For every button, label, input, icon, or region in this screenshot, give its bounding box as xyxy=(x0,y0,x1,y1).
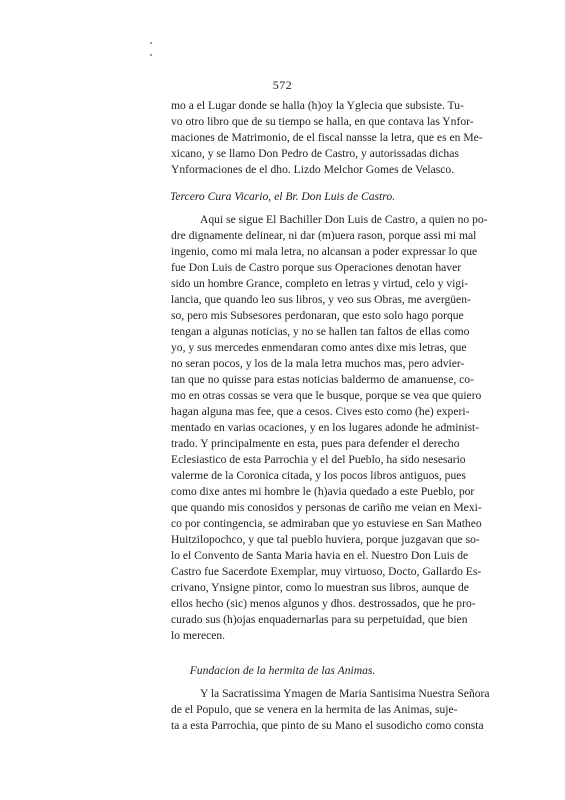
text-line: Castro fue Sacerdote Exemplar, muy virtuoso, Docto, Gallardo Es- xyxy=(171,565,482,578)
text-line: mo a el Lugar donde se halla (h)oy la Yglecia que subsiste. Tu- xyxy=(171,99,464,112)
text-line: co por contingencia, se admiraban que yo estuviese en San Matheo xyxy=(171,517,482,530)
text-line: lo merecen. xyxy=(171,629,226,642)
text-line: Huitzilopochco, y que tal pueblo huviera, porque juzgavan que so- xyxy=(171,533,480,546)
text-line: crivano, Ynsigne pintor, como lo muestran sus libros, aunque de xyxy=(171,581,469,594)
text-line: tengan a algunas noticias, y no se hallen tan faltos de ellas como xyxy=(171,325,470,338)
text-line: Aqui se sigue El Bachiller Don Luis de Castro, a quien no po- xyxy=(200,213,488,226)
text-line: lancia, que quando leo sus libros, y veo sus Obras, me avergüen- xyxy=(171,293,471,306)
text-line: ingenio, como mi mala letra, no alcansan a poder expressar lo que xyxy=(171,245,478,258)
text-line: ellos hecho (sic) menos algunos y dhos. destrossados, que he pro- xyxy=(171,597,476,610)
section-heading: Tercero Cura Vicario, el Br. Don Luis de Castro. xyxy=(169,190,396,203)
text-line: mo en otras cossas se vera que le busque, porque se vea que quiero xyxy=(171,389,482,402)
text-line: so, pero mis Subsesores perdonaran, que esto solo hago porque xyxy=(171,309,464,322)
section-heading: Fundacion de la hermita de las Animas. xyxy=(189,664,376,677)
text-line: xicano, y se llamo Don Pedro de Castro, y autorissadas dichas xyxy=(171,147,459,160)
scan-speck xyxy=(150,42,152,44)
text-line: yo, y sus mercedes enmendaran como antes dixe mis letras, que xyxy=(171,341,467,354)
text-line: mentado en varias ocaciones, y en los lugares adonde he administ- xyxy=(171,421,480,434)
text-line: que quando mis conosidos y personas de cariño me veian en Mexi- xyxy=(171,501,482,514)
text-line: curado sus (h)ojas enquadernarlas para su perpetuidad, que bien xyxy=(171,613,468,626)
text-line: sido un hombre Grance, completo en letras y virtud, celo y vigi- xyxy=(171,277,469,290)
text-line: Y la Sacratissima Ymagen de Maria Santisima Nuestra Señora xyxy=(200,687,490,700)
text-line: no seran pocos, y los de la mala letra muchos mas, pero advier- xyxy=(171,357,465,370)
text-line: vo otro libro que de su tiempo se halla, en que contava las Ynfor- xyxy=(171,115,474,128)
text-line: de el Populo, que se venera en la hermita de las Animas, suje- xyxy=(171,703,458,716)
text-line: tan que no quisse para estas noticias baldermo de amanuense, co- xyxy=(171,373,474,386)
text-line: hagan alguna mas fee, que a cesos. Cives esto como (he) experi- xyxy=(171,405,470,418)
text-line: maciones de Matrimonio, de el fiscal nansse la letra, que es en Me- xyxy=(171,131,483,144)
text-line: como dixe antes mi hombre le (h)avia quedado a este Pueblo, por xyxy=(171,485,475,498)
text-line: dre dignamente delinear, ni dar (m)uera rason, porque assi mi mal xyxy=(171,229,477,242)
text-line: ta a esta Parrochia, que pinto de su Mano el susodicho como consta xyxy=(171,719,484,732)
text-line: Ynformaciones de el dho. Lizdo Melchor Gomes de Velasco. xyxy=(171,163,455,176)
text-line: fue Don Luis de Castro porque sus Operaciones denotan haver xyxy=(171,261,462,274)
scan-speck xyxy=(150,54,152,56)
text-line: trado. Y principalmente en esta, pues para defender el derecho xyxy=(171,437,460,450)
page-number: 572 xyxy=(272,78,293,92)
text-line: lo el Convento de Santa Maria havia en el. Nuestro Don Luis de xyxy=(171,549,469,562)
text-line: Eclesiastico de esta Parrochia y el del Pueblo, ha sido nesesario xyxy=(171,453,466,466)
text-line: valerme de la Coronica citada, y los pocos libros antiguos, pues xyxy=(171,469,466,482)
